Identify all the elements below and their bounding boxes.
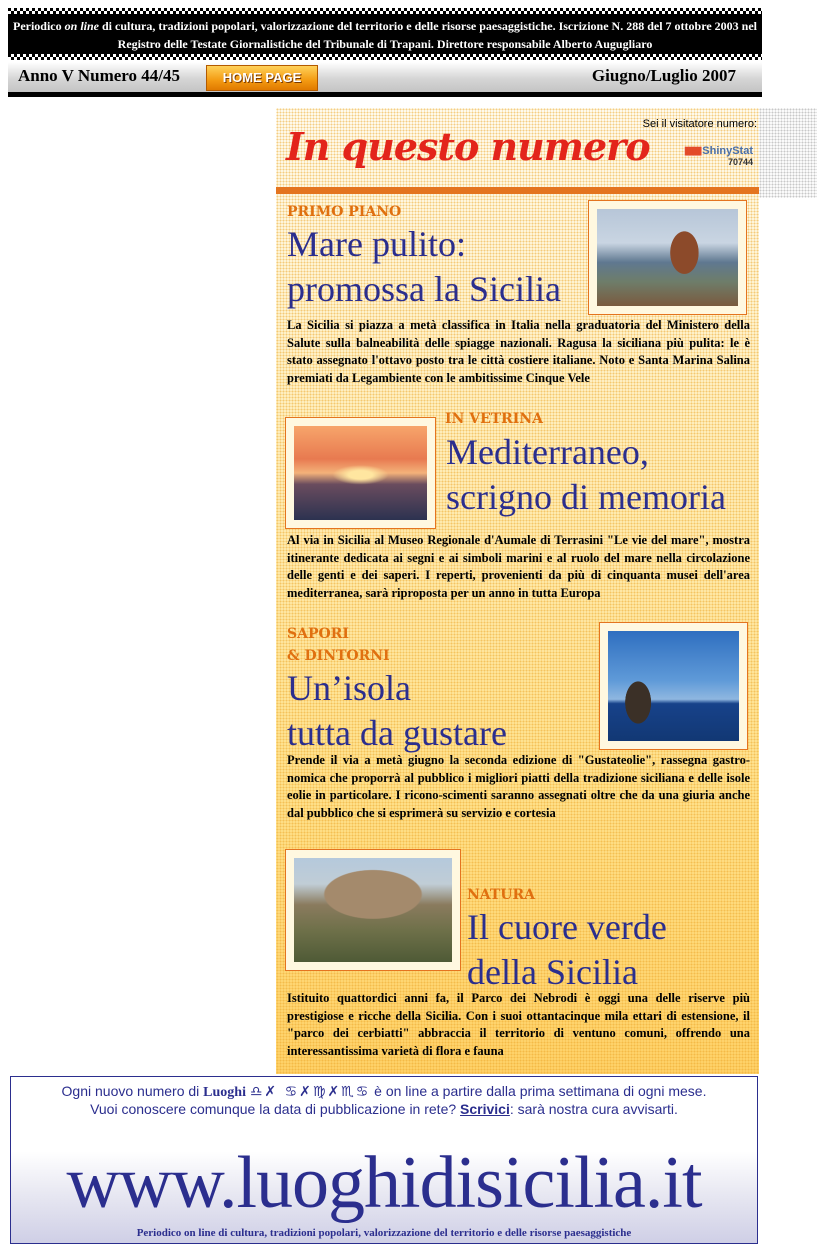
masthead-banner	[8, 8, 762, 60]
footer-question-post: : sarà nostra cura avvisarti.	[509, 1101, 678, 1117]
footer-brand: Luoghi	[203, 1085, 246, 1100]
visitor-count: 70744	[727, 157, 753, 167]
article-3-headline[interactable]	[287, 666, 507, 756]
article-2-rubric	[445, 408, 543, 430]
article-1-headline[interactable]	[287, 222, 561, 312]
sea-rock-photo	[608, 631, 739, 741]
article-1-rubric-line: PRIMO PIANO	[287, 204, 402, 220]
footer-notice-pre: Ogni nuovo numero di	[61, 1083, 204, 1099]
issue-bar	[8, 62, 762, 97]
visitor-label: Sei il visitatore numero:	[642, 118, 757, 130]
bar-chart-icon: ▮▮▮▮	[684, 145, 701, 157]
article-3-headline-line-2: tutta da gustare	[287, 713, 507, 753]
sunset-photo	[294, 426, 427, 520]
site-url[interactable]: www.luoghidisicilia.it	[66, 1142, 702, 1224]
decorative-dotted-strip	[759, 108, 817, 198]
article-3-rubric-line-2: & DINTORNI	[287, 648, 390, 664]
article-4-headline-line-1: Il cuore verde	[467, 907, 667, 947]
article-2-headline[interactable]	[446, 430, 726, 520]
footer-question: Vuoi conoscere comunque la data di pubblicazione in rete?	[90, 1101, 461, 1117]
article-2-photo[interactable]	[285, 417, 436, 529]
article-2-headline-line-2: scrigno di memoria	[446, 477, 726, 517]
footer-notice-line-1	[11, 1083, 757, 1101]
article-4-rubric-line: NATURA	[467, 887, 536, 903]
shinystat-logo	[684, 144, 753, 157]
shinystat-logo-text: ShinyStat	[702, 145, 753, 157]
article-1-rubric	[287, 201, 401, 223]
coast-photo	[597, 209, 738, 306]
issue-number: Anno V Numero 44/45	[18, 66, 180, 85]
article-2-headline-line-1: Mediterraneo,	[446, 432, 649, 472]
write-us-link[interactable]: Scrivici	[460, 1101, 510, 1117]
article-3-photo[interactable]	[599, 622, 748, 750]
masthead-text	[8, 17, 762, 53]
footer-notice-post: è on line a partire dalla prima settimana di ogni mese.	[370, 1083, 707, 1099]
article-4-photo[interactable]	[285, 849, 461, 971]
article-1-headline-line-2: promossa la Sicilia	[287, 269, 561, 309]
article-2-rubric-line: IN VETRINA	[445, 411, 544, 427]
article-3-rubric	[287, 623, 390, 667]
footer-tagline: Periodico on line di cultura, tradizioni popolari, valorizzazione del territorio e delle risorse paesaggistiche	[136, 1227, 632, 1239]
article-3-body: Prende il via a metà giugno la seconda edizione di "Gustateolie", rassegna gastro-nomica che proporrà al pubblico i migliori piatti della tradizione siciliana e delle isole eolie in particolare. I ricono-scimenti saranno assegnati oltre che da una giuria anche dal pubblico che si esprimerà su servizio e cortesia	[287, 753, 750, 820]
section-title: In questo numero	[286, 124, 650, 169]
article-3-rubric-line-1: SAPORI	[287, 626, 349, 642]
mountain-photo	[294, 858, 452, 962]
home-page-button[interactable]: HOME PAGE	[206, 65, 318, 91]
article-4-headline-line-2: della Sicilia	[467, 952, 638, 992]
article-4-body: Istituito quattordici anni fa, il Parco dei Nebrodi è oggi una delle riserve più prestigiose e ricche della Sicilia. Con i suoi ottantacinque mila ettari di estensione, il "parco dei cerbiatti" abbraccia il territorio di ventuno comuni, offrendo una interessantissima varietà di flora e fauna	[287, 991, 750, 1058]
masthead-text-post: di cultura, tradizioni popolari, valorizzazione del territorio e delle risorse paesaggistiche. Iscrizione N. 288 del 7 ottobre 2003 nel Registro delle Testate Giornalistiche del Tribunale di Trapani. Direttore responsabile Alberto Augugliaro	[98, 19, 757, 51]
issue-contents-panel	[276, 108, 759, 1074]
article-4-headline[interactable]	[467, 905, 667, 995]
article-2-body: Al via in Sicilia al Museo Regionale d'Aumale di Terrasini "Le vie del mare", mostra itinerante dedicata ai segni e ai simboli marini e al ruolo del mare nella circolazione delle genti e dei saperi. I reperti, provenienti da più di cinquanta musei dell'area mediterranea, sarà riproposta per un anno in tutta Europa	[287, 533, 750, 600]
visitor-counter[interactable]	[684, 144, 753, 167]
masthead-text-italic: on line	[64, 19, 99, 33]
article-1-headline-line-1: Mare pulito:	[287, 224, 466, 264]
footer-box	[10, 1076, 758, 1244]
article-1-photo[interactable]	[588, 200, 747, 315]
article-1-body: La Sicilia si piazza a metà classifica in Italia nella graduatoria del Ministero della Salute sulla balneabilità delle spiagge nazionali. Ragusa la siciliana più pulita: le è stato assegnato l'ottavo posto tra le città costiere italiane. Noto e Santa Marina Salina premiati da Legambiente con le ambitissime Cinque Vele	[287, 318, 750, 385]
article-3-headline-line-1: Un’isola	[287, 668, 411, 708]
divider	[276, 187, 759, 194]
masthead-text-pre: Periodico	[12, 19, 65, 33]
issue-date: Giugno/Luglio 2007	[591, 66, 736, 85]
footer-brand-symbols: ♎✗ ♋✗♍✗♏♋	[249, 1084, 371, 1100]
article-4-rubric	[467, 884, 535, 906]
footer-notice-line-2	[11, 1101, 757, 1118]
